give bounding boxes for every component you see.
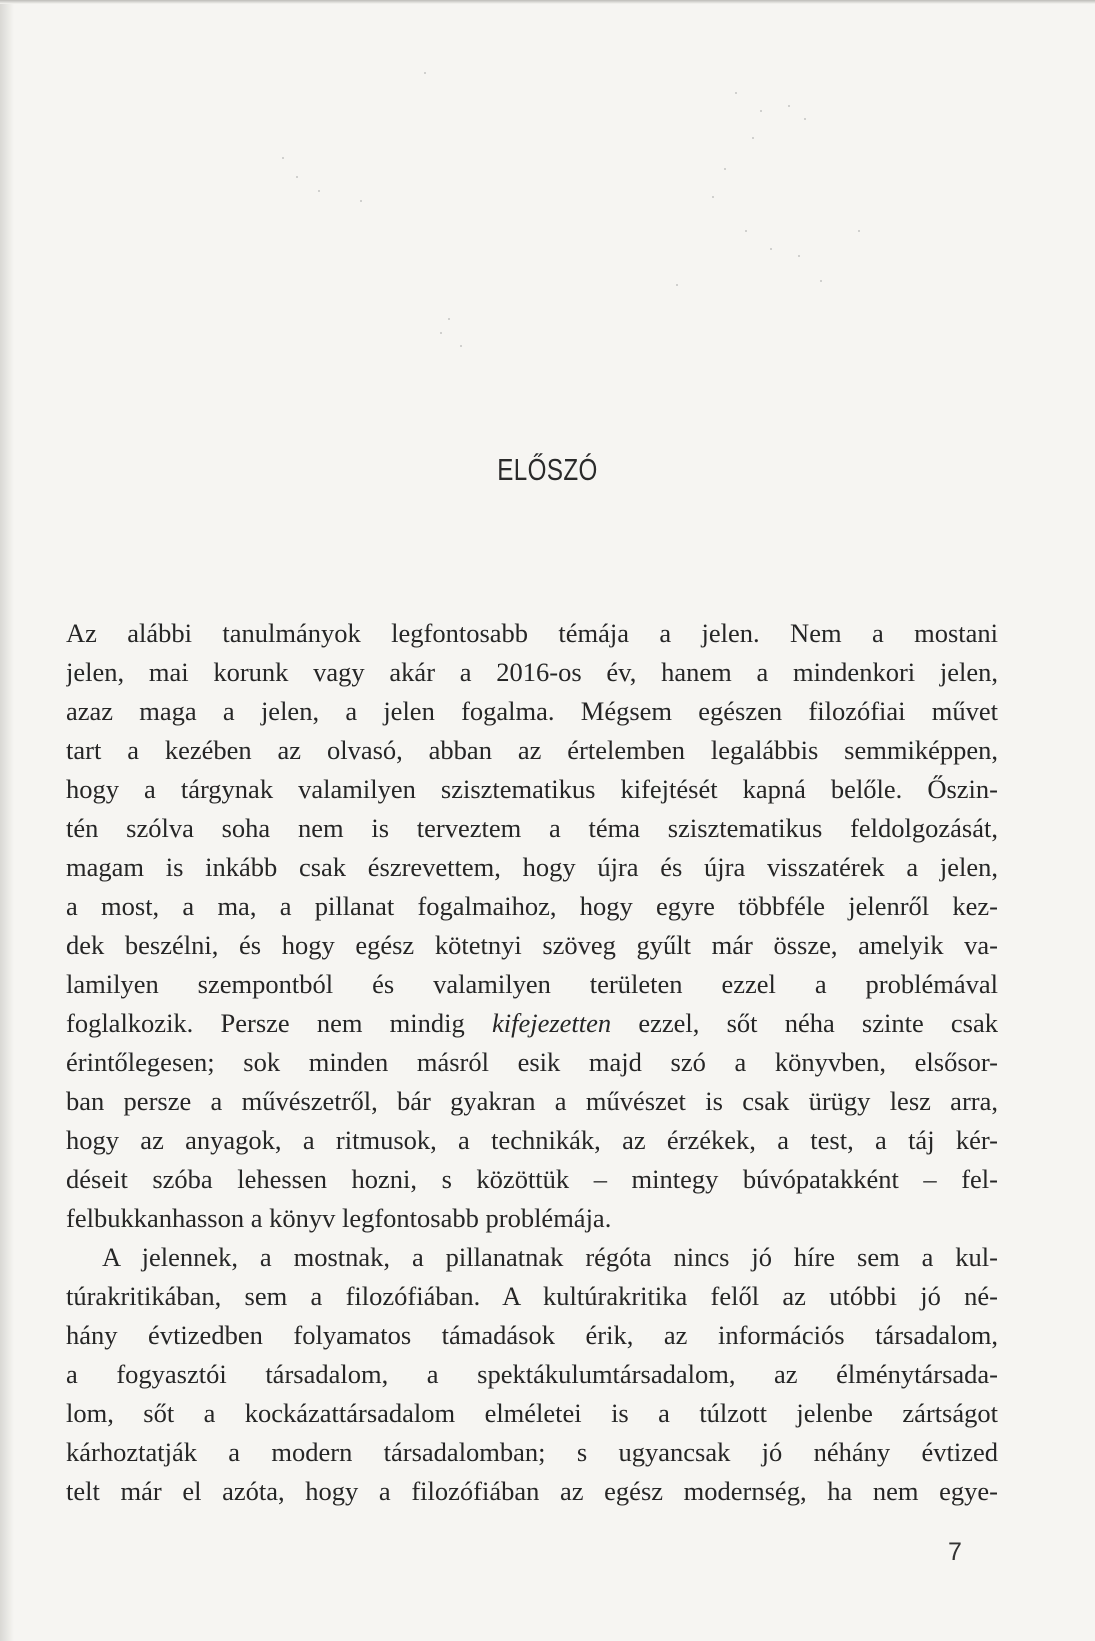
text-line: tén szólva soha nem is terveztem a téma szisztematikus feldolgozását,: [66, 813, 998, 843]
text-line: a fogyasztói társadalom, a spektákulumtársadalom, az élménytársada-: [66, 1359, 998, 1389]
text-line: dek beszélni, és hogy egész kötetnyi szöveg gyűlt már össze, amelyik va-: [66, 930, 998, 960]
text-line: déseit szóba lehessen hozni, s közöttük – mintegy búvópatakként – fel-: [66, 1164, 998, 1194]
text-line: lom, sőt a kockázattársadalom elméletei is a túlzott jelenbe zártságot: [66, 1398, 998, 1428]
text-line: a most, a ma, a pillanat fogalmaihoz, hogy egyre többféle jelenről kez-: [66, 891, 998, 921]
text-segment: ezzel, sőt néha szinte csak: [611, 1008, 998, 1038]
page-number: 7: [948, 1538, 962, 1566]
text-line: túrakritikában, sem a filozófiában. A kultúrakritika felől az utóbbi jó né-: [66, 1281, 998, 1311]
text-line: magam is inkább csak észrevettem, hogy újra és újra visszatérek a jelen,: [66, 852, 998, 882]
text-line: érintőlegesen; sok minden másról esik majd szó a könyvben, elsősor-: [66, 1047, 998, 1077]
paragraph-last-line: felbukkanhasson a könyv legfontosabb problémája.: [66, 1203, 612, 1233]
text-line-with-italic: [66, 1004, 998, 1043]
page-title: ELŐSZÓ: [497, 452, 598, 487]
paragraph-first-line: A jelennek, a mostnak, a pillanatnak régóta nincs jó híre sem a kul-: [102, 1242, 998, 1272]
text-line: lamilyen szempontból és valamilyen területen ezzel a problémával: [66, 969, 998, 999]
page-edge-shadow: [0, 0, 14, 1641]
text-line: azaz maga a jelen, a jelen fogalma. Mégsem egészen filozófiai művet: [66, 696, 998, 726]
text-line: ban persze a művészetről, bár gyakran a művészet is csak ürügy lesz arra,: [66, 1086, 998, 1116]
text-line: hogy az anyagok, a ritmusok, a technikák, az érzékek, a test, a táj kér-: [66, 1125, 998, 1155]
text-line: telt már el azóta, hogy a filozófiában az egész modernség, ha nem egye-: [66, 1476, 998, 1506]
text-line: jelen, mai korunk vagy akár a 2016-os év, hanem a mindenkori jelen,: [66, 657, 998, 687]
text-line: tart a kezében az olvasó, abban az értelemben legalábbis semmiképpen,: [66, 735, 998, 765]
text-line: hány évtizedben folyamatos támadások érik, az információs társadalom,: [66, 1320, 998, 1350]
page-top-edge: [0, 0, 1095, 4]
text-line: Az alábbi tanulmányok legfontosabb témája a jelen. Nem a mostani: [66, 618, 998, 648]
body-text: [66, 614, 998, 1511]
italic-word: kifejezetten: [491, 1008, 612, 1038]
text-line: kárhoztatják a modern társadalomban; s ugyancsak jó néhány évtized: [66, 1437, 998, 1467]
text-segment: foglalkozik. Persze nem mindig: [66, 1008, 492, 1038]
text-line: hogy a tárgynak valamilyen szisztematikus kifejtését kapná belőle. Őszin-: [66, 774, 998, 804]
